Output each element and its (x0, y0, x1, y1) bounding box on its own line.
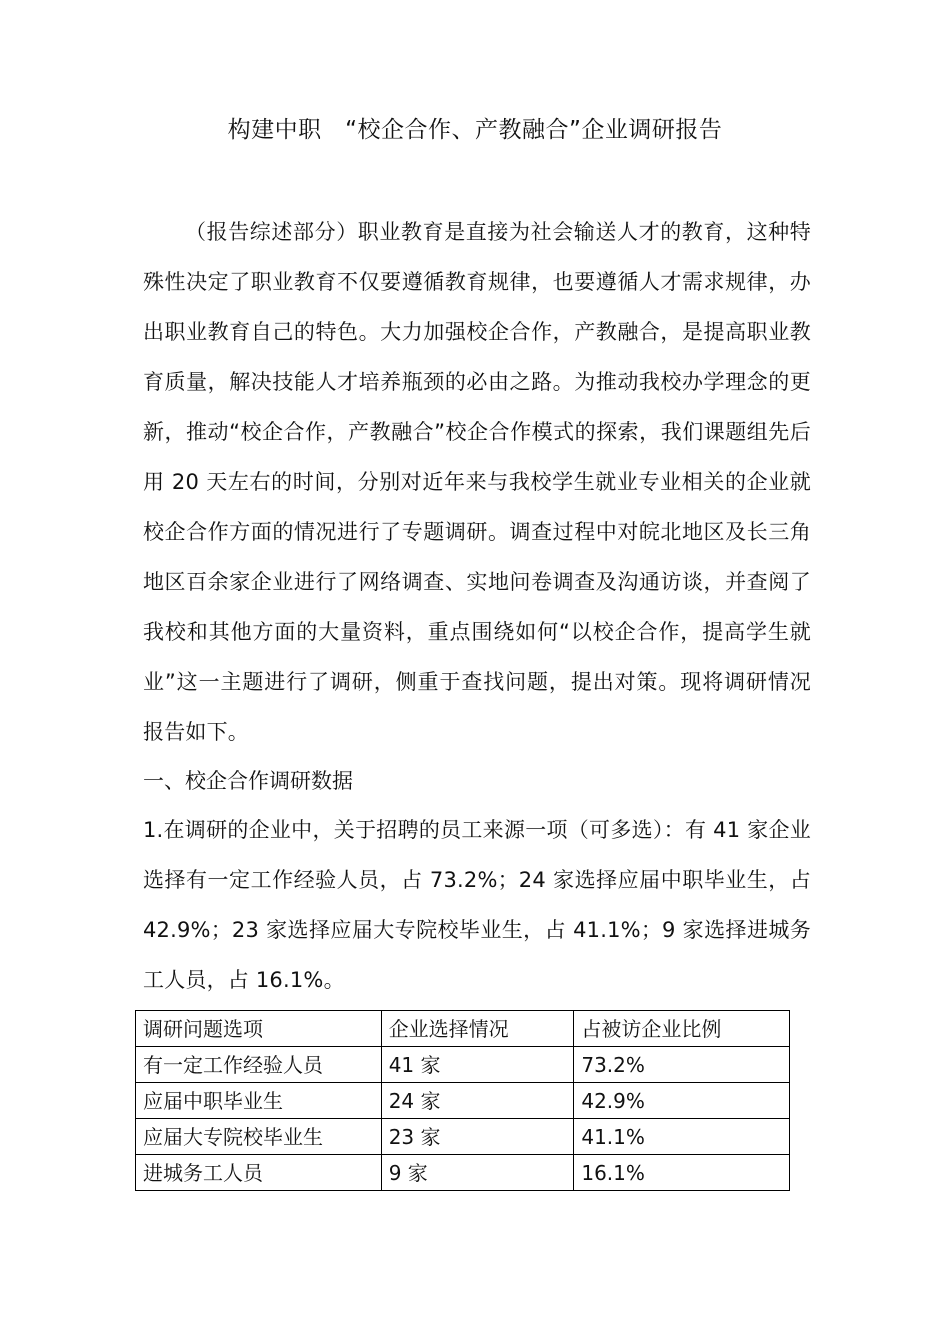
section-heading: 一、校企合作调研数据 (143, 769, 353, 793)
row-option: 有一定工作经验人员 (136, 1047, 382, 1083)
row-option: 应届中职毕业生 (136, 1083, 382, 1119)
row-count: 24 家 (381, 1083, 574, 1119)
row-ratio: 42.9% (574, 1083, 790, 1119)
row-ratio: 41.1% (574, 1119, 790, 1155)
document-title: 构建中职 “校企合作、产教融合”企业调研报告 (227, 117, 723, 143)
row-ratio: 73.2% (574, 1047, 790, 1083)
data-paragraph: 1.在调研的企业中，关于招聘的员工来源一项（可多选）：有 41 家企业选择有一定工作经验人员，占 73.2%；24 家选择应届中职毕业生，占 42.9%；23 家选择应届大专院校毕业生，占 41.1%；9 家选择进城务工人员，占 16.1%。 (143, 818, 811, 992)
table-header-row (136, 1011, 790, 1047)
survey-table (135, 1010, 790, 1191)
row-ratio: 16.1% (574, 1155, 790, 1191)
table-row (136, 1047, 790, 1083)
row-count: 41 家 (381, 1047, 574, 1083)
table-row (136, 1083, 790, 1119)
header-option: 调研问题选项 (136, 1011, 382, 1047)
table-row (136, 1119, 790, 1155)
intro-paragraph: （报告综述部分）职业教育是直接为社会输送人才的教育，这种特殊性决定了职业教育不仅要遵循教育规律，也要遵循人才需求规律，办出职业教育自己的特色。大力加强校企合作，产教融合，是提高职业教育质量，解决技能人才培养瓶颈的必由之路。为推动我校办学理念的更新，推动“校企合作，产教融合”校企合作模式的探索，我们课题组先后用 20 天左右的时间，分别对近年来与我校学生就业专业相关的企业就校企合作方面的情况进行了专题调研。调查过程中对皖北地区及长三角地区百余家企业进行了网络调查、实地问卷调查及沟通访谈，并查阅了我校和其他方面的大量资料，重点围绕如何“以校企合作，提高学生就业”这一主题进行了调研，侧重于查找问题，提出对策。现将调研情况报告如下。 (143, 220, 811, 744)
header-count: 企业选择情况 (381, 1011, 574, 1047)
table-row (136, 1155, 790, 1191)
header-ratio: 占被访企业比例 (574, 1011, 790, 1047)
row-count: 9 家 (381, 1155, 574, 1191)
row-count: 23 家 (381, 1119, 574, 1155)
row-option: 应届大专院校毕业生 (136, 1119, 382, 1155)
row-option: 进城务工人员 (136, 1155, 382, 1191)
